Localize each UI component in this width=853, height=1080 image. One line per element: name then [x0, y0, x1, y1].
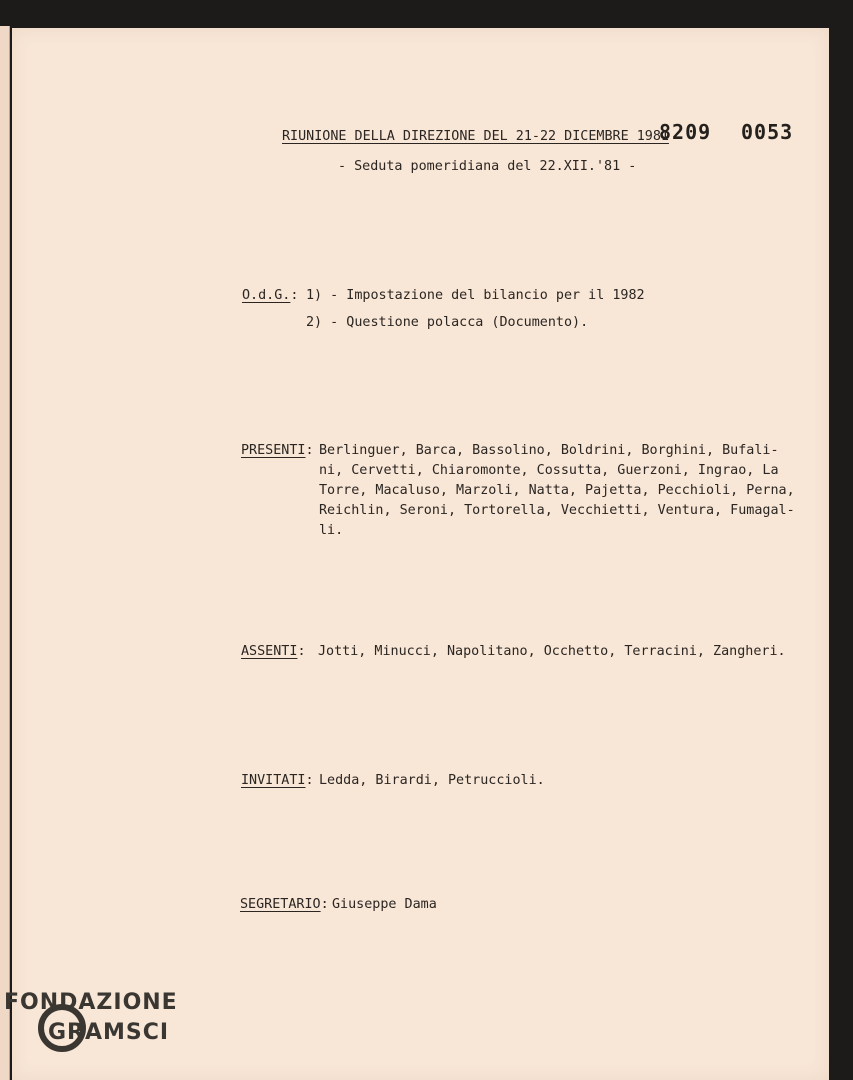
invitati-list: Ledda, Birardi, Petruccioli. [319, 773, 545, 788]
assenti-separator: : [297, 644, 306, 659]
odg-separator: : [290, 288, 299, 303]
odg-item-2: 2) - Questione polacca (Documento). [306, 315, 589, 330]
document-page [12, 28, 829, 1080]
document-subtitle: - Seduta pomeridiana del 22.XII.'81 - [338, 159, 637, 174]
presenti-line: Reichlin, Seroni, Tortorella, Vecchietti, Ventura, Fumagal- [319, 503, 795, 518]
archive-number-right: 0053 [741, 120, 794, 144]
document-title: RIUNIONE DELLA DIREZIONE DEL 21-22 DICEMBRE 1981 [282, 129, 669, 144]
odg-heading [242, 289, 298, 302]
invitati-heading [241, 774, 314, 787]
segretario-heading [240, 898, 329, 911]
assenti-heading [241, 645, 306, 658]
presenti-line: ni, Cervetti, Chiaromonte, Cossutta, Guerzoni, Ingrao, La [319, 463, 779, 478]
invitati-separator: : [305, 773, 314, 788]
facing-page-edge [0, 26, 10, 1080]
presenti-label: PRESENTI [241, 443, 306, 458]
segretario-separator: : [320, 897, 329, 912]
watermark-line-2: GRAMSCI [48, 1020, 170, 1045]
archive-number-left: 8209 [659, 120, 712, 144]
presenti-heading [241, 444, 314, 457]
odg-item-1: 1) - Impostazione del bilancio per il 1982 [306, 288, 645, 303]
presenti-line: Torre, Macaluso, Marzoli, Natta, Pajetta, Pecchioli, Perna, [319, 483, 795, 498]
odg-label: O.d.G. [242, 288, 291, 303]
presenti-line: Berlinguer, Barca, Bassolino, Boldrini, Borghini, Bufali- [319, 443, 779, 458]
assenti-list: Jotti, Minucci, Napolitano, Occhetto, Terracini, Zangheri. [318, 644, 786, 659]
presenti-line: li. [319, 523, 344, 538]
assenti-label: ASSENTI [241, 644, 298, 659]
presenti-separator: : [305, 443, 314, 458]
watermark-line-1: FONDAZIONE [4, 990, 178, 1015]
invitati-label: INVITATI [241, 773, 306, 788]
segretario-label: SEGRETARIO [240, 897, 321, 912]
segretario-name: Giuseppe Dama [332, 897, 437, 912]
